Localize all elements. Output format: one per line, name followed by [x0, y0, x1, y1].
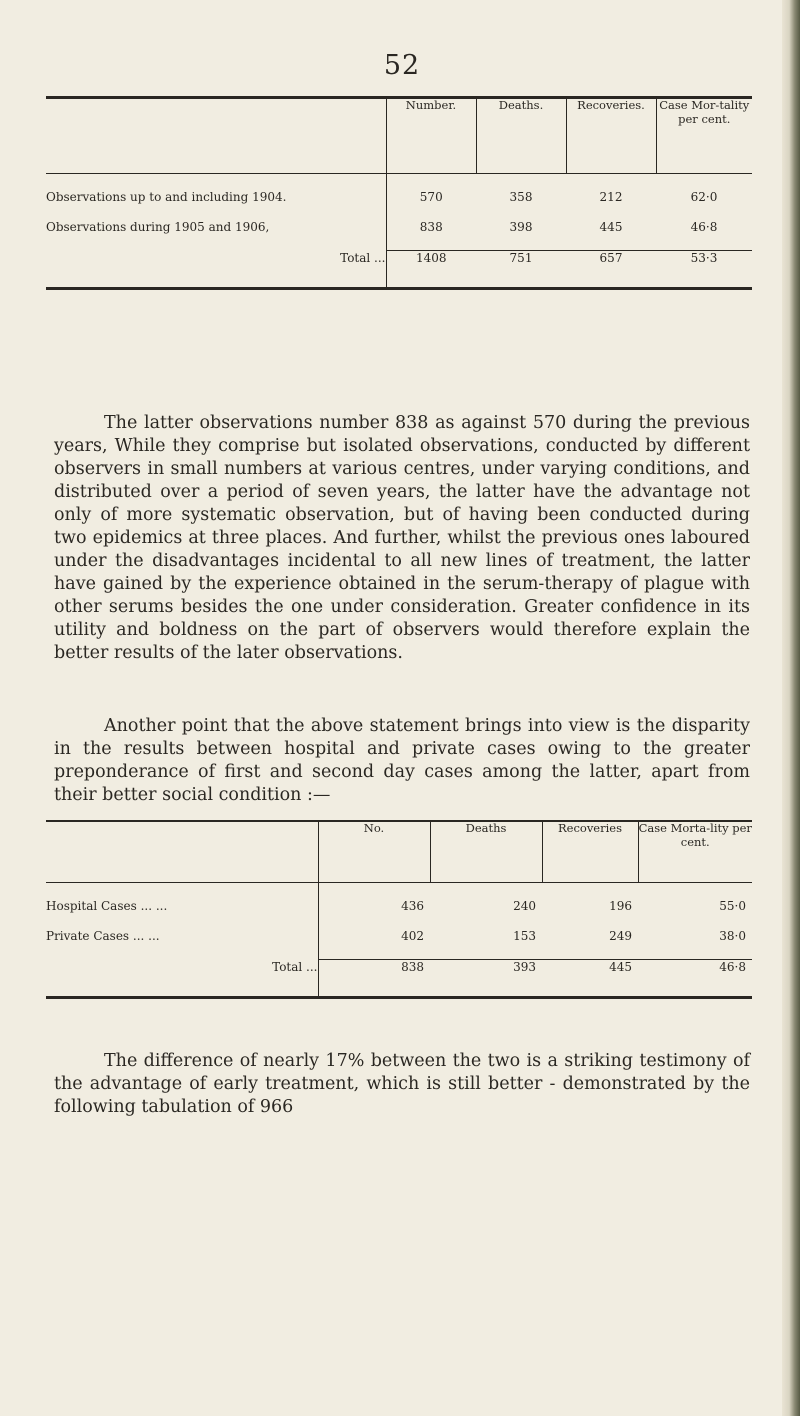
cell-case-mortality: 46·8: [690, 220, 718, 234]
cell-case-mortality: 55·0: [719, 899, 746, 913]
cell-case-mortality: 38·0: [719, 929, 746, 943]
cell-recoveries: 249: [609, 929, 632, 943]
results-table-hospital-private: [46, 820, 752, 999]
cell-number: 570: [386, 174, 476, 221]
table-row: [46, 883, 752, 930]
table-total-row: [46, 251, 752, 289]
paragraph-hospital-private-disparity: Another point that the above statement brings into view is the disparity in the results between hospital and private cases owing to the greater preponderance of first and second day cases among the latter, apart from their better social condition :—: [54, 716, 750, 805]
cell-number: 838: [386, 220, 476, 251]
table-header-row: [46, 98, 752, 174]
row-label: Observations during 1905 and 1906,: [46, 220, 270, 234]
header-case-mortality: Case Morta-lity per cent.: [638, 821, 752, 883]
cell-recoveries: 212: [599, 190, 623, 204]
header-recoveries: Recoveries.: [566, 98, 656, 174]
cell-recoveries: 445: [599, 220, 623, 234]
header-case-mortality: Case Mor-tality per cent.: [656, 98, 752, 174]
row-label: Observations up to and including 1904.: [46, 190, 287, 204]
header-blank: [46, 821, 318, 883]
total-number: 1408: [386, 251, 476, 289]
total-deaths: 393: [430, 960, 542, 998]
cell-deaths: 240: [513, 899, 536, 913]
paragraph-later-observations: The latter observations number 838 as against 570 during the previous years, While they comprise but isolated observations, conducted by different observers in small numbers at various centres, under varying conditions, and distributed over a period of seven years, the latter have the advantage not only of more systematic observation, but of having been conducted during two epidemics at three places. And further, whilst the previous ones laboured under the disadvantages incidental to all new lines of treatment, the latter have gained by the experience obtained in the serum-therapy of plague with other serums besides the one under consideration. Greater confidence in its utility and boldness on the part of observers would therefore explain the better results of the later observations.: [54, 413, 750, 663]
table-row: [46, 929, 752, 960]
header-no: No.: [318, 821, 430, 883]
cell-deaths: 153: [513, 929, 536, 943]
table-row: [46, 220, 752, 251]
cell-case-mortality: 62·0: [690, 190, 718, 204]
total-case-mortality: 46·8: [638, 960, 752, 998]
header-deaths: Deaths: [430, 821, 542, 883]
total-label: Total ...: [272, 959, 318, 974]
cell-deaths: 398: [509, 220, 533, 234]
total-label: Total ...: [340, 250, 386, 265]
table-total-row: [46, 960, 752, 998]
cell-deaths: 358: [509, 190, 533, 204]
cell-recoveries: 196: [609, 899, 632, 913]
page-edge: [782, 0, 800, 1416]
total-deaths: 751: [476, 251, 566, 289]
total-recoveries: 657: [566, 251, 656, 289]
total-case-mortality: 53·3: [656, 251, 752, 289]
results-table-by-period: [46, 96, 752, 290]
header-number: Number.: [386, 98, 476, 174]
row-label: Hospital Cases ... ...: [46, 899, 168, 913]
header-blank: [46, 98, 386, 174]
cell-no: 402: [318, 929, 430, 960]
page-number: 52: [383, 50, 421, 81]
total-no: 838: [318, 960, 430, 998]
table-header-row: [46, 821, 752, 883]
total-recoveries: 445: [542, 960, 638, 998]
header-recoveries: Recoveries: [542, 821, 638, 883]
cell-no: 436: [318, 883, 430, 930]
table-row: [46, 174, 752, 221]
row-label: Private Cases ... ...: [46, 929, 160, 943]
header-deaths: Deaths.: [476, 98, 566, 174]
paragraph-difference-testimony: The difference of nearly 17% between the two is a striking testimony of the advantage of early treatment, which is still better - demonstrated by the following tabulation of 966: [54, 1051, 750, 1117]
